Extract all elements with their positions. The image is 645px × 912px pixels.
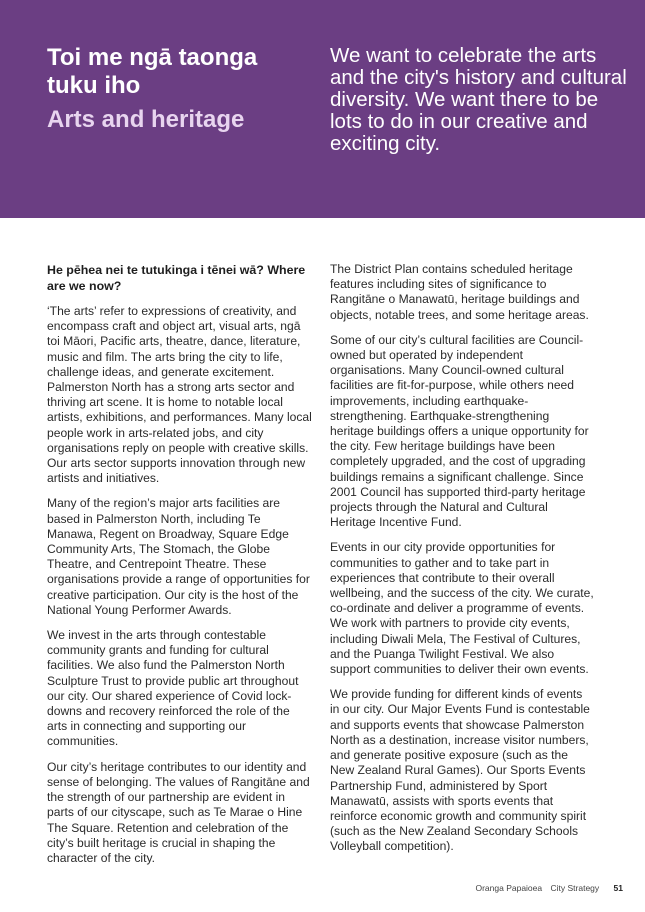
footer-document-title: Oranga Papaioea <box>475 883 543 893</box>
page-footer <box>469 883 623 893</box>
intro-statement: We want to celebrate the arts and the city's history and cultural diversity. We want there to be lots to do in our creative and exciting city. <box>330 44 627 155</box>
paragraph-event-funding: We provide funding for different kinds of events in our city. Our Major Events Fund is contestable and supports events that showcase Palmerston North as a destination, increase visitor numbers, and generate positive exposure (such as the New Zealand Rural Games). Our Sports Events Partnership Fund, administered by Sport Manawatū, assists with sports events that reinforce economic growth and community spirit (such as the New Zealand Secondary Schools Volleyball competition). <box>330 687 590 854</box>
page-title-maori: Toi me ngā taonga tuku iho <box>47 44 258 99</box>
paragraph-events: Events in our city provide opportunities for communities to gather and to take part in experiences that contribute to their overall wellbeing, and the success of the city. We curate, co-ordinate and deliver a programme of events. We work with partners to provide city events, including Diwali Mela, The Festival of Cultures, and the Puanga Twilight Festival. We also support communities to deliver their own events. <box>330 540 594 677</box>
paragraph-arts-facilities: Many of the region’s major arts facilities are based in Palmerston North, including Te Manawa, Regent on Broadway, Square Edge Community Arts, The Stomach, the Globe Theatre, and Centrepoint Theatre. These organisations provide a range of opportunities for creative participation. Our city is the host of the National Young Performer Awards. <box>47 496 310 617</box>
page-number: 51 <box>613 883 623 893</box>
paragraph-district-plan: The District Plan contains scheduled heritage features including sites of significance to Rangitāne o Manawatū, heritage buildings and objects, notable trees, and some heritage areas. <box>330 262 589 322</box>
left-column <box>47 262 312 876</box>
header-banner <box>0 0 645 218</box>
paragraph-arts-investment: We invest in the arts through contestable community grants and funding for cultural facilities. We also fund the Palmerston North Sculpture Trust to provide public art throughout our city. Our shared experience of Covid lock-downs and recovery reinforced the role of the arts in connecting and supporting our communities. <box>47 628 299 749</box>
paragraph-arts-definition: ‘The arts’ refer to expressions of creativity, and encompass craft and object art, visual arts, ngā toi Māori, Pacific arts, theatre, dance, literature, music and film. The arts bring the city to life, challenge ideas, and generate excitement. Palmerston North has a strong arts sector and thriving art scene. It is home to notable local artists, exhibitions, and performances. Many local people work in arts-related jobs, and city organisations reply on people with creative skills. Our arts sector supports innovation through new artists and initiatives. <box>47 304 312 486</box>
section-heading: He pēhea nei te tutukinga i tēnei wā? Where are we now? <box>47 263 306 293</box>
right-column <box>330 262 595 865</box>
paragraph-heritage-identity: Our city’s heritage contributes to our identity and sense of belonging. The values of Rangitāne and the strength of our partnership are evident in parts of our cityscape, such as Te Marae o Hine The Square. Retention and celebration of the city’s built heritage is crucial in shaping the character of the city. <box>47 759 310 865</box>
page-title-english: Arts and heritage <box>47 106 245 133</box>
footer-document-subtitle: City Strategy <box>550 883 600 893</box>
paragraph-cultural-facilities: Some of our city’s cultural facilities are Council-owned but operated by independent organisations. Many Council-owned cultural facilities are fit-for-purpose, while others need improvements, including earthquake-strengthening. Earthquake-strengthening heritage buildings offers a unique opportunity for the city. Few heritage buildings have been completely upgraded, and the cost of upgrading buildings remains a significant challenge. Since 2001 Council has supported third-party heritage projects through the Natural and Cultural Heritage Incentive Fund. <box>330 332 589 530</box>
